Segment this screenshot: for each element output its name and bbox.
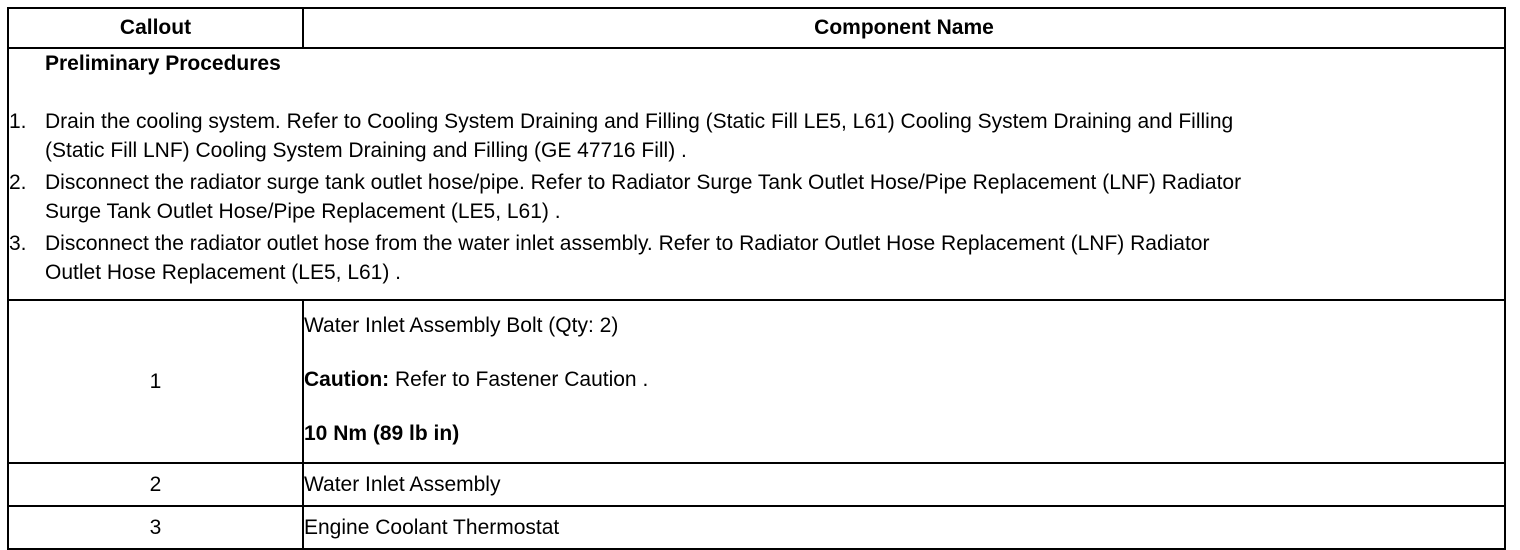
callout-cell: 2 (8, 463, 303, 506)
component-name-header: Component Name (303, 8, 1505, 48)
caution-note (304, 366, 1504, 393)
component-cell: Engine Coolant Thermostat (303, 506, 1505, 549)
step-number: 3. (9, 232, 27, 255)
preliminary-steps (9, 107, 1504, 287)
caution-text: Refer to Fastener Caution . (389, 368, 649, 391)
callout-cell: 3 (8, 506, 303, 549)
step-text-line: Surge Tank Outlet Hose/Pipe Replacement (LE5, L61) . (45, 200, 561, 223)
table-row (8, 300, 1505, 463)
step-item (9, 168, 1504, 226)
callout-cell: 1 (8, 300, 303, 463)
preliminary-title: Preliminary Procedures (45, 52, 281, 75)
step-text-line: Outlet Hose Replacement (LE5, L61) . (45, 261, 402, 284)
torque-spec: 10 Nm (89 lb in) (304, 422, 460, 445)
preliminary-cell (8, 48, 1505, 300)
step-number: 1. (9, 110, 27, 133)
procedure-table (7, 7, 1506, 550)
step-text-line: Disconnect the radiator surge tank outlet hose/pipe. Refer to Radiator Surge Tank Outlet Hose/Pipe Replacement (LNF) Radiator (45, 171, 1242, 194)
step-text-line: Disconnect the radiator outlet hose from the water inlet assembly. Refer to Radiator Outlet Hose Replacement (LNF) Radiator (45, 232, 1210, 255)
caution-label: Caution: (304, 368, 390, 391)
component-cell: Water Inlet Assembly (303, 463, 1505, 506)
preliminary-row (8, 48, 1505, 300)
step-text-line: Drain the cooling system. Refer to Cooling System Draining and Filling (Static Fill LE5, L61) Cooling System Draining and Filling (45, 110, 1234, 133)
component-cell (303, 300, 1505, 463)
step-text-line: (Static Fill LNF) Cooling System Draining and Filling (GE 47716 Fill) . (45, 139, 687, 162)
table-row (8, 506, 1505, 549)
component-name: Water Inlet Assembly Bolt (Qty: 2) (304, 314, 619, 337)
table-row (8, 463, 1505, 506)
callout-header: Callout (8, 8, 303, 48)
header-row (8, 8, 1505, 48)
step-item (9, 229, 1504, 287)
step-item (9, 107, 1504, 165)
step-number: 2. (9, 171, 27, 194)
